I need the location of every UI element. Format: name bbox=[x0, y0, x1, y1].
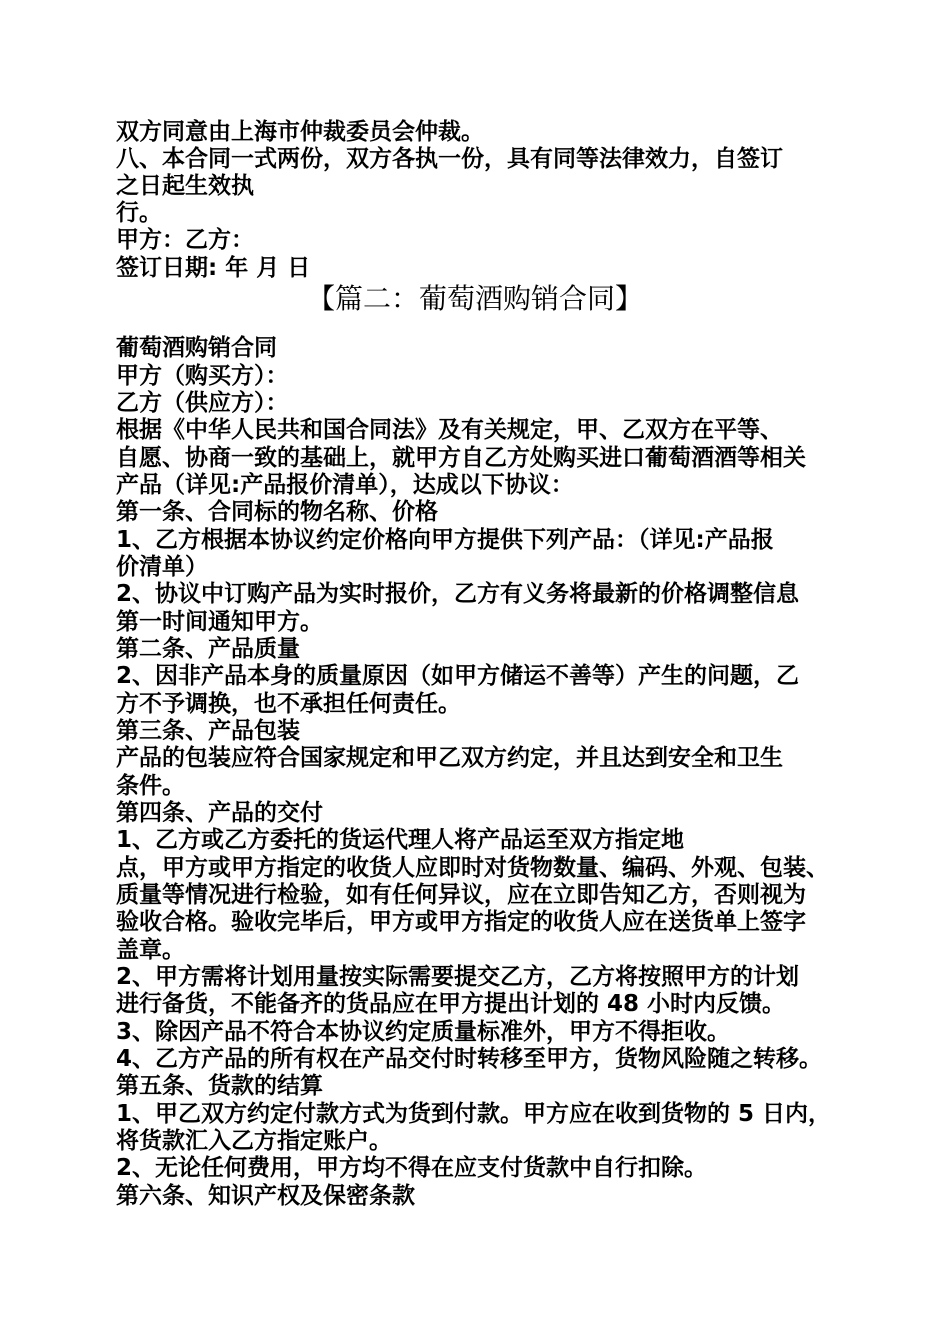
text-line: 1、乙方或乙方委托的货运代理人将产品运至双方指定地 bbox=[116, 827, 685, 853]
text-line: 2、甲方需将计划用量按实际需要提交乙方，乙方将按照甲方的计划 bbox=[116, 964, 800, 990]
text-line: 甲方（购买方）： bbox=[116, 363, 289, 389]
text-line: 2、无论任何费用，甲方均不得在应支付货款中自行扣除。 bbox=[116, 1155, 708, 1181]
text-line: 签订日期: 年 月 日 bbox=[116, 255, 311, 281]
text-line: 进行备货，不能备齐的货品应在甲方提出计划的 48 小时内反馈。 bbox=[116, 991, 786, 1017]
text-line: 4、乙方产品的所有权在产品交付时转移至甲方，货物风险随之转移。 bbox=[116, 1046, 823, 1072]
text-line: 价清单） bbox=[116, 554, 208, 580]
text-line: 第一条、合同标的物名称、价格 bbox=[116, 499, 438, 525]
text-line: 葡萄酒购销合同 bbox=[116, 335, 277, 361]
text-line: 八、本合同一式两份，双方各执一份，具有同等法律效力，自签订 bbox=[116, 146, 783, 172]
text-line: 将货款汇入乙方指定账户。 bbox=[116, 1128, 392, 1154]
text-line: 第二条、产品质量 bbox=[116, 636, 300, 662]
text-line: 第三条、产品包装 bbox=[116, 718, 300, 744]
text-line: 条件。 bbox=[116, 773, 185, 799]
text-line: 2、因非产品本身的质量原因（如甲方储运不善等）产生的问题，乙 bbox=[116, 663, 800, 689]
text-line: 根据《中华人民共和国合同法》及有关规定，甲、乙双方在平等、 bbox=[116, 417, 783, 443]
text-line: 2、协议中订购产品为实时报价，乙方有义务将最新的价格调整信息 bbox=[116, 581, 800, 607]
text-line: 产品（详见:产品报价清单），达成以下协议： bbox=[116, 472, 574, 498]
text-line: 方不予调换，也不承担任何责任。 bbox=[116, 691, 461, 717]
text-line: 第四条、产品的交付 bbox=[116, 800, 323, 826]
text-line: 乙方（供应方）： bbox=[116, 390, 289, 416]
text-line: 自愿、协商一致的基础上，就甲方自乙方处购买进口葡萄酒酒等相关 bbox=[116, 445, 806, 471]
section-title: 【篇二：葡萄酒购销合同】 bbox=[306, 282, 643, 315]
text-line: 1、甲乙双方约定付款方式为货到付款。甲方应在收到货物的 5 日内， bbox=[116, 1101, 832, 1127]
text-line: 第六条、知识产权及保密条款 bbox=[116, 1183, 415, 1209]
text-line: 盖章。 bbox=[116, 937, 185, 963]
text-line: 第一时间通知甲方。 bbox=[116, 609, 323, 635]
text-line: 甲方：乙方： bbox=[116, 227, 254, 253]
text-line: 点，甲方或甲方指定的收货人应即时对货物数量、编码、外观、包装、 bbox=[116, 855, 829, 881]
text-line: 第五条、货款的结算 bbox=[116, 1073, 323, 1099]
text-line: 双方同意由上海市仲裁委员会仲裁。 bbox=[116, 119, 484, 145]
text-line: 产品的包装应符合国家规定和甲乙双方约定，并且达到安全和卫生 bbox=[116, 745, 783, 771]
text-line: 3、除因产品不符合本协议约定质量标准外，甲方不得拒收。 bbox=[116, 1019, 731, 1045]
text-line: 1、乙方根据本协议约定价格向甲方提供下列产品：（详见:产品报 bbox=[116, 527, 774, 553]
text-line: 行。 bbox=[116, 200, 162, 226]
text-line: 之日起生效执 bbox=[116, 173, 254, 199]
text-line: 验收合格。验收完毕后，甲方或甲方指定的收货人应在送货单上签字 bbox=[116, 909, 806, 935]
text-line: 质量等情况进行检验，如有任何异议，应在立即告知乙方，否则视为 bbox=[116, 882, 806, 908]
